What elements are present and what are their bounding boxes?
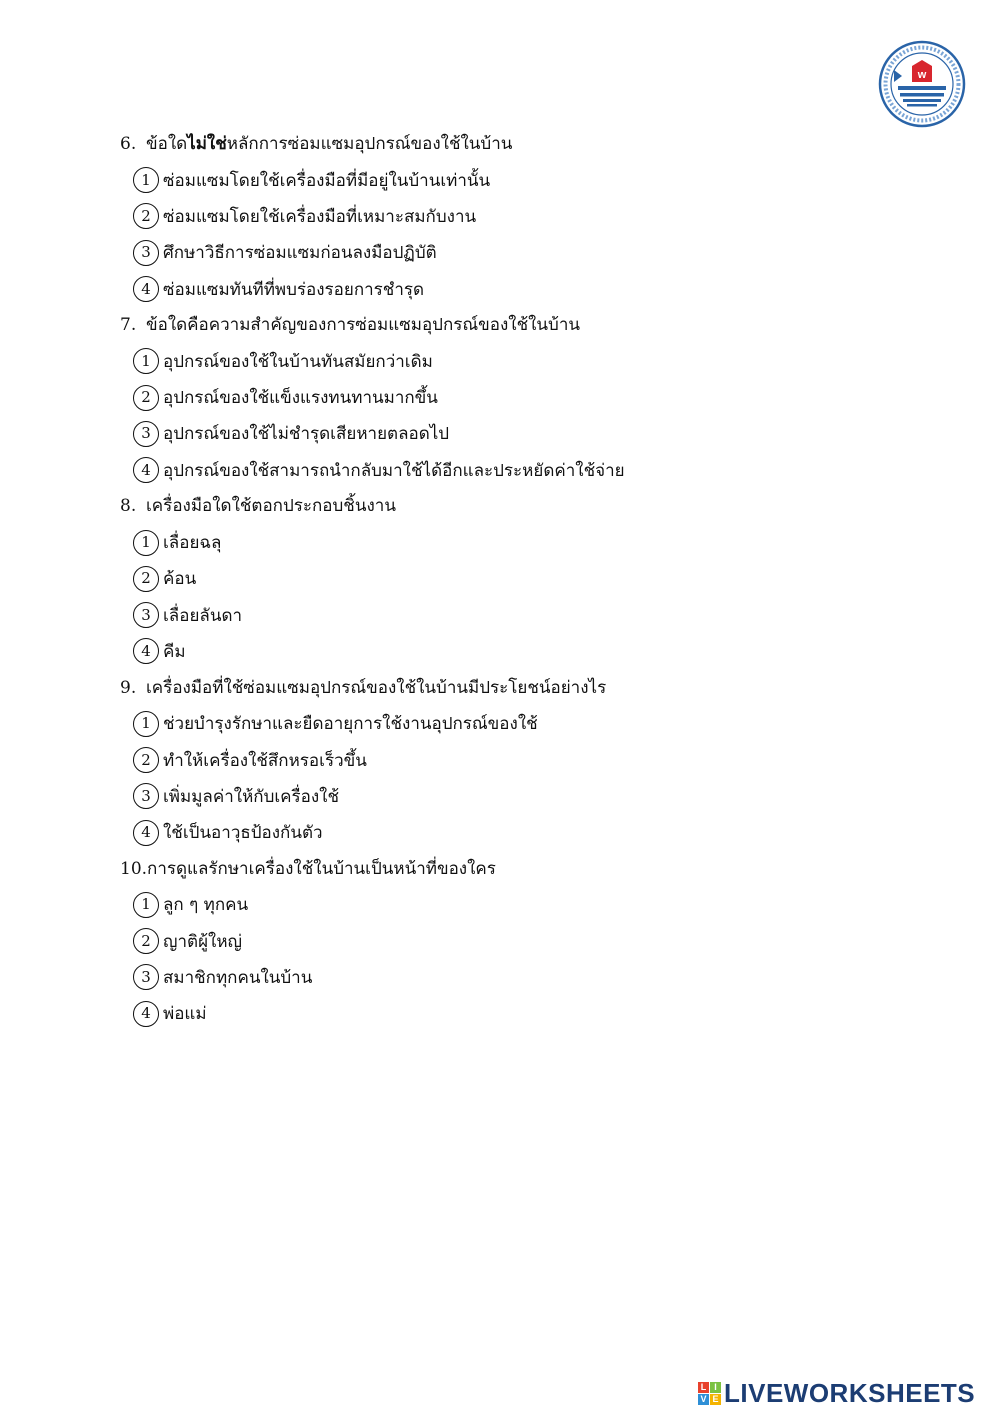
choice-circle[interactable]: 3 [133,783,159,809]
brand-icon-letter: L [698,1382,709,1393]
choice-text: ญาติผู้ใหญ่ [163,931,243,952]
choice-circle[interactable]: 3 [133,964,159,990]
choice-option[interactable] [133,923,940,959]
choice-text: เลื่อยฉลุ [163,533,222,554]
choice-circle[interactable]: 3 [133,240,159,266]
choice-option[interactable] [133,887,940,923]
svg-text:w: w [917,69,927,81]
choice-text: สมาชิกทุกคนในบ้าน [163,967,313,988]
question-number: 6. [120,134,137,154]
choice-text: ซ่อมแซมโดยใช้เครื่องมือที่มีอยู่ในบ้านเท่านั้น [163,170,491,191]
question-9 [120,670,940,851]
school-seal-icon [878,40,966,128]
choice-text: ลูก ๆ ทุกคน [163,895,249,916]
question-text [120,488,940,524]
choice-text: อุปกรณ์ของใช้สามารถนำกลับมาใช้ได้อีกและประหยัดค่าใช้จ่าย [163,460,625,481]
question-text-emphasis: ไม่ใช่ [187,134,227,154]
choice-circle[interactable]: 2 [133,385,159,411]
choice-option[interactable] [133,198,940,234]
choice-text: คีม [163,641,186,662]
question-text-before: การดูแลรักษาเครื่องใช้ในบ้านเป็นหน้าที่ของใคร [147,858,496,879]
choice-text: ช่วยบำรุงรักษาและยืดอายุการใช้งานอุปกรณ์ของใช้ [163,714,538,735]
choice-option[interactable] [133,742,940,778]
choice-circle[interactable]: 4 [133,820,159,846]
choice-text: ศึกษาวิธีการซ่อมแซมก่อนลงมือปฏิบัติ [163,243,437,264]
choice-option[interactable] [133,996,940,1032]
question-8 [120,488,940,669]
choice-circle[interactable]: 3 [133,421,159,447]
choice-circle[interactable]: 2 [133,747,159,773]
question-6 [120,126,940,307]
choice-circle[interactable]: 1 [133,711,159,737]
brand-text: LIVEWORKSHEETS [724,1377,976,1408]
choice-circle[interactable]: 4 [133,1001,159,1027]
choice-circle[interactable]: 4 [133,638,159,664]
liveworksheets-logo [698,1378,975,1408]
choice-circle[interactable]: 1 [133,167,159,193]
choice-text: เลื่อยลันดา [163,605,243,626]
question-list [120,126,940,1032]
question-text-after: หลักการซ่อมแซมอุปกรณ์ของใช้ในบ้าน [226,134,513,154]
choice-text: ทำให้เครื่องใช้สึกหรอเร็วขึ้น [163,750,367,771]
choice-circle[interactable]: 1 [133,892,159,918]
question-number: 8. [120,496,137,517]
choice-option[interactable] [133,235,940,271]
choice-text: อุปกรณ์ของใช้ในบ้านทันสมัยกว่าเดิม [163,351,433,372]
choice-circle[interactable]: 4 [133,276,159,302]
question-text [120,851,940,887]
question-number: 7. [120,315,137,336]
choice-option[interactable] [133,416,940,452]
choice-text: ซ่อมแซมโดยใช้เครื่องมือที่เหมาะสมกับงาน [163,206,477,227]
brand-icon-letter: E [710,1394,721,1405]
choice-circle[interactable]: 3 [133,602,159,628]
question-text [120,126,940,162]
question-number: 9. [120,677,137,698]
choice-option[interactable] [133,778,940,814]
question-text-before: เครื่องมือใดใช้ตอกประกอบชิ้นงาน [146,496,396,517]
question-number: 10. [120,858,148,879]
choice-circle[interactable]: 2 [133,203,159,229]
choice-option[interactable] [133,162,940,198]
question-text [120,670,940,706]
choice-option[interactable] [133,561,940,597]
choice-text: เพิ่มมูลค่าให้กับเครื่องใช้ [163,786,340,807]
choice-text: ซ่อมแซมทันทีที่พบร่องรอยการชำรุด [163,279,425,300]
question-text-before: เครื่องมือที่ใช้ซ่อมแซมอุปกรณ์ของใช้ในบ้านมีประโยชน์อย่างไร [146,677,607,698]
choice-option[interactable] [133,959,940,995]
liveworksheets-icon [698,1382,721,1405]
choice-option[interactable] [133,379,940,415]
choice-text: ค้อน [163,569,197,590]
choice-text: อุปกรณ์ของใช้ไม่ชำรุดเสียหายตลอดไป [163,424,450,445]
choice-text: ใช้เป็นอาวุธป้องกันตัว [163,823,323,844]
brand-icon-letter: I [710,1382,721,1393]
choice-circle[interactable]: 1 [133,348,159,374]
choice-text: อุปกรณ์ของใช้แข็งแรงทนทานมากขึ้น [163,388,438,409]
question-text [120,307,940,343]
choice-option[interactable] [133,343,940,379]
question-text-before: ข้อใด [146,134,188,154]
question-10 [120,851,940,1032]
question-text-before: ข้อใดคือความสำคัญของการซ่อมแซมอุปกรณ์ของใช้ในบ้าน [146,315,581,336]
choice-option[interactable] [133,524,940,560]
choice-option[interactable] [133,597,940,633]
choice-circle[interactable]: 2 [133,928,159,954]
choice-circle[interactable]: 1 [133,530,159,556]
question-7 [120,307,940,488]
choice-option[interactable] [133,814,940,850]
choice-option[interactable] [133,706,940,742]
choice-option[interactable] [133,633,940,669]
choice-circle[interactable]: 2 [133,566,159,592]
choice-option[interactable] [133,271,940,307]
choice-text: พ่อแม่ [163,1004,207,1025]
choice-circle[interactable]: 4 [133,457,159,483]
brand-icon-letter: V [698,1394,709,1405]
choice-option[interactable] [133,452,940,488]
